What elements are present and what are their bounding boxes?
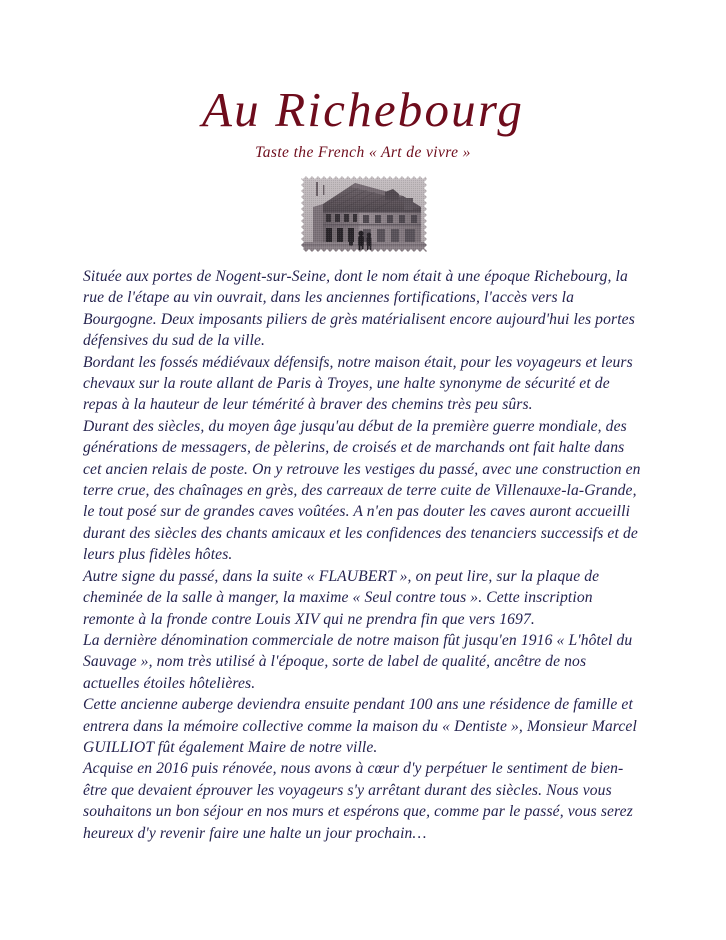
photograph-image	[299, 174, 429, 254]
paragraph: La dernière dénomination commerciale de notre maison fût jusqu'en 1916 « L'hôtel du Sauvage », nom très utilisé à l'époque, sorte de label de qualité, ancêtre de nos actuelles étoiles hôtelières.	[83, 631, 633, 692]
title-block	[0, 84, 726, 162]
paragraph: Durant des siècles, du moyen âge jusqu'au début de la première guerre mondiale, des générations de messagers, de pèlerins, de croisés et de marchands ont fait halte dans cet ancien relais de poste. On y retrouve les vestiges du passé, avec une construction en terre crue, des chaînages en grès, des carreaux de terre cuite de Villenauxe-la-Grande, le tout posé sur de grandes caves voûtées. A n'en pas douter les caves auront accueilli durant des siècles des chants amicaux et les confidences des tenanciers successifs et de leurs plus fidèles hôtes.	[83, 417, 641, 564]
paragraph: Autre signe du passé, dans la suite « FLAUBERT », on peut lire, sur la plaque de cheminée de la salle à manger, la maxime « Seul contre tous ». Cette inscription remonte à la fronde contre Louis XIV qui ne prendra fin que vers 1697.	[83, 567, 600, 628]
page-title: Au Richebourg	[201, 82, 525, 137]
paragraph: Située aux portes de Nogent-sur-Seine, dont le nom était à une époque Richebourg, la rue de l'étape au vin ouvrait, dans les anciennes fortifications, l'accès vers la Bourgogne. Deux imposants piliers de grès matérialisent encore aujourd'hui les portes défensives du sud de la ville.	[83, 268, 635, 350]
building-photograph	[299, 174, 429, 254]
photograph-frame	[299, 174, 429, 254]
paragraph: Cette ancienne auberge deviendra ensuite pendant 100 ans une résidence de famille et entrera dans la mémoire collective comme la maison du « Dentiste », Monsieur Marcel GUILLIOT fût également Maire de notre ville.	[83, 696, 637, 756]
paragraph: Acquise en 2016 puis rénovée, nous avons à cœur d'y perpétuer le sentiment de bien-être que devaient éprouver les voyageurs s'y arrêtant durant des siècles. Nous vous souhaitons un bon séjour en nos murs et espérons que, comme par le passé, vous serez heureux d'y revenir faire une halte un jour prochain…	[83, 760, 633, 842]
paragraph: Bordant les fossés médiévaux défensifs, notre maison était, pour les voyageurs et leurs chevaux sur la route allant de Paris à Troyes, une halte synonyme de sécurité et de repas à la hauteur de leur témérité à braver des chemins très peu sûrs.	[83, 353, 633, 414]
page-subtitle: Taste the French « Art de vivre »	[255, 144, 471, 162]
body-text	[83, 266, 646, 844]
